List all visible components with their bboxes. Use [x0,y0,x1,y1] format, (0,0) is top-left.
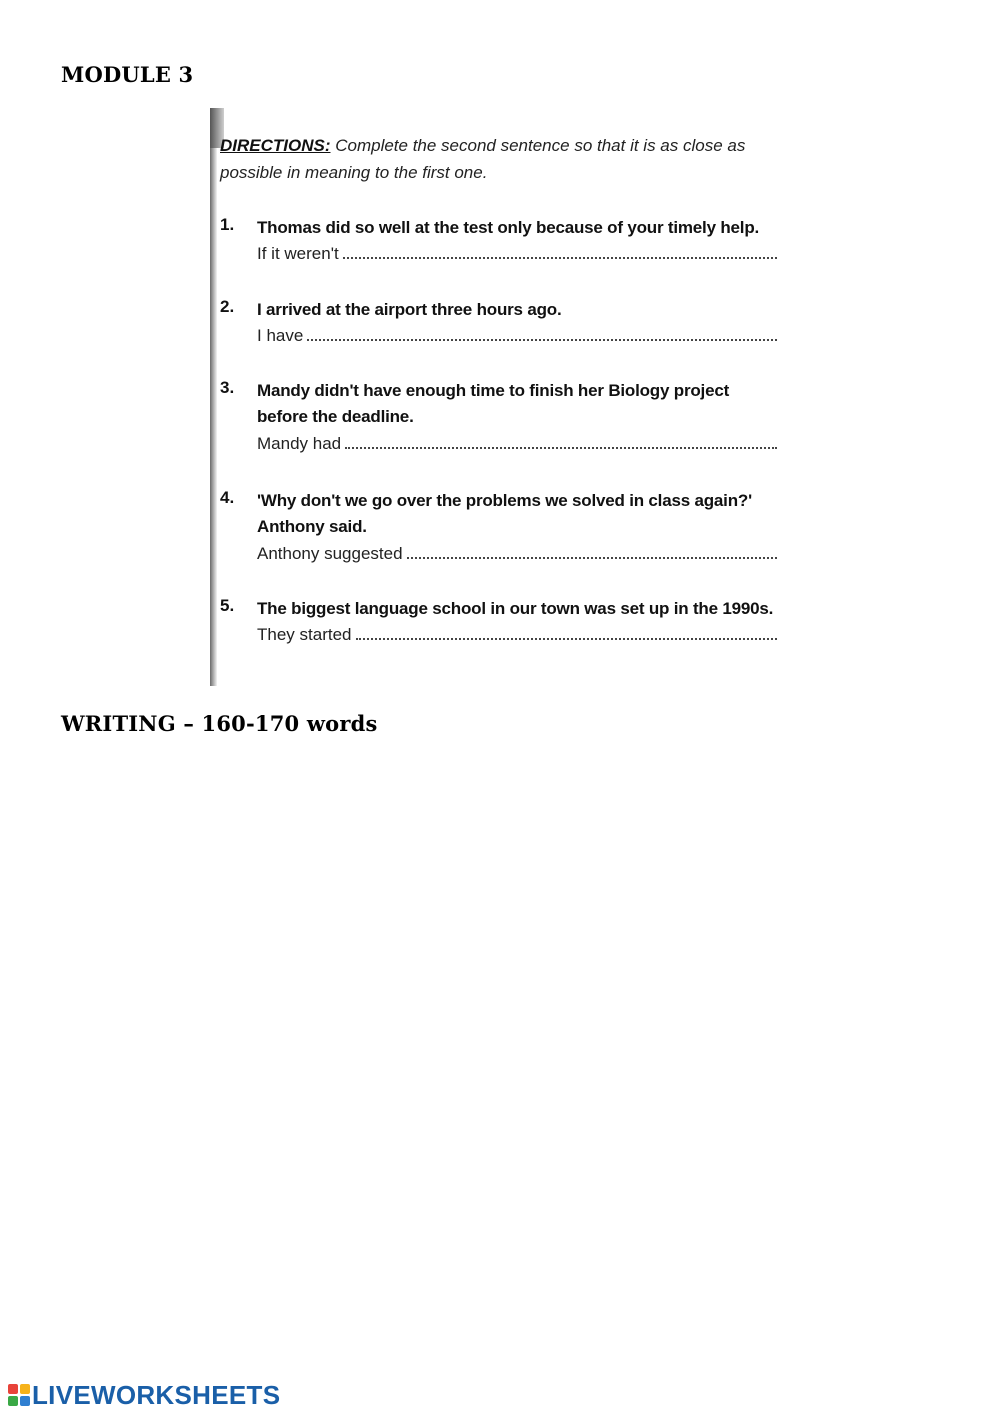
answer-line[interactable] [257,243,777,264]
logo-square-green [8,1396,18,1406]
answer-line[interactable] [257,433,777,454]
answer-stem: If it weren't [257,244,339,263]
answer-blank[interactable] [343,243,777,259]
answer-line[interactable] [257,325,777,346]
logo-square-blue [20,1396,30,1406]
item-number: 5. [220,596,235,615]
answer-stem: Anthony suggested [257,544,403,563]
item-number: 3. [220,378,235,397]
exercise-scan [210,108,790,686]
directions-text: Complete the second sentence so that it is as close as possible in meaning to the first one. [220,136,746,182]
answer-blank[interactable] [356,624,778,640]
answer-stem: Mandy had [257,434,342,453]
answer-line[interactable] [257,543,777,564]
directions-label: DIRECTIONS: [220,136,331,155]
item-sentence: 'Why don't we go over the problems we solved in class again?' Anthony said. [257,491,752,536]
writing-title: WRITING – 160-170 words [61,711,378,736]
answer-blank[interactable] [345,433,777,449]
item-number: 2. [220,297,235,316]
item-number: 1. [220,215,235,234]
item-number: 4. [220,488,235,507]
logo-square-yellow [20,1384,30,1394]
answer-stem: I have [257,326,304,345]
logo-grid-icon [8,1384,30,1406]
item-sentence: Mandy didn't have enough time to finish her Biology project before the deadline. [257,381,730,426]
liveworksheets-logo[interactable] [8,1381,280,1409]
item-sentence: The biggest language school in our town was set up in the 1990s. [257,599,774,618]
module-title: MODULE 3 [61,62,194,87]
item-sentence: I arrived at the airport three hours ago. [257,300,562,319]
answer-stem: They started [257,625,352,644]
directions [220,132,780,186]
answer-blank[interactable] [407,543,777,559]
answer-blank[interactable] [307,325,777,341]
logo-text: LIVEWORKSHEETS [32,1379,281,1410]
answer-line[interactable] [257,624,777,645]
item-sentence: Thomas did so well at the test only because of your timely help. [257,218,760,237]
logo-square-red [8,1384,18,1394]
scan-shadow-edge [210,108,217,686]
